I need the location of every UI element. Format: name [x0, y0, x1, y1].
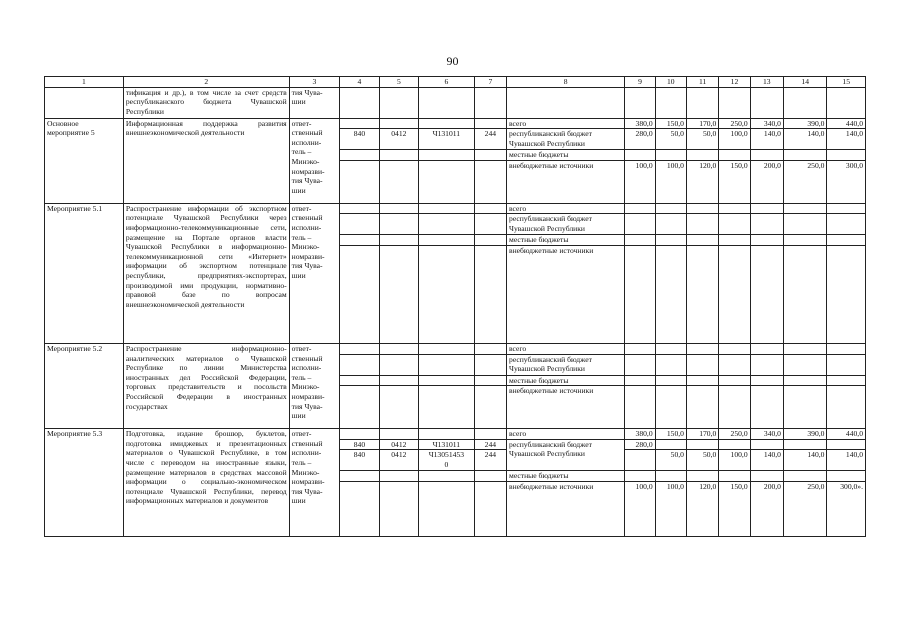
value-cell: 150,0 [719, 481, 750, 536]
continuation-row [45, 87, 866, 118]
value-cell: 100,0 [655, 481, 686, 536]
activity-executor: ответ- ственный исполни- тель – Минэко- номразви- тия Чува- шии [289, 429, 340, 537]
code-section: 0412 [379, 439, 418, 450]
activity-description: Подготовка, издание брошюр, буклетов, подготовка имиджевых и презентационных материалов о Чувашской Республике, в том числе с переводом на иностранные языки, размещение материалов в средствах массовой информации о социально-экономическом потенциале Чувашской Республики, перевод информационных материалов и документов [123, 429, 289, 537]
activity-name: Мероприятие 5.1 [45, 203, 124, 343]
value-cell: 140,0 [783, 450, 826, 471]
budget-table [44, 76, 866, 537]
value-cell: 440,0 [827, 118, 866, 129]
funding-source: внебюджетные источники [507, 386, 625, 429]
header-cell: 14 [783, 77, 826, 88]
continuation-description: тификация и др.), в том числе за счет средств республиканского бюджета Чувашской Республики [123, 87, 289, 118]
code-expense-type: 244 [474, 129, 506, 150]
header-cell: 13 [750, 77, 783, 88]
activity-executor: ответ- ственный исполни- тель – Минэко- номразви- тия Чува- шии [289, 118, 340, 203]
value-cell: 340,0 [750, 118, 783, 129]
value-cell: 150,0 [655, 429, 686, 440]
value-cell: 50,0 [686, 129, 718, 150]
value-cell: 150,0 [719, 160, 750, 203]
value-cell: 170,0 [686, 429, 718, 440]
value-cell: 340,0 [750, 429, 783, 440]
funding-source: местные бюджеты [507, 375, 625, 386]
value-cell: 100,0 [625, 160, 655, 203]
code-section: 0412 [379, 129, 418, 150]
header-cell: 5 [379, 77, 418, 88]
header-cell: 9 [625, 77, 655, 88]
header-cell: 1 [45, 77, 124, 88]
funding-source: всего [507, 429, 625, 440]
activity-description: Информационная поддержка развития внешнеэкономической деятельности [123, 118, 289, 203]
code-expense-type: 244 [474, 439, 506, 450]
value-cell: 170,0 [686, 118, 718, 129]
activity-name: Мероприятие 5.3 [45, 429, 124, 537]
code-grbs: 840 [340, 129, 379, 150]
value-cell: 100,0 [719, 129, 750, 150]
code-target: Ч131011 [419, 439, 475, 450]
value-cell: 100,0 [719, 450, 750, 471]
activity-executor: ответ- ственный исполни- тель – Минэко- номразви- тия Чува- шии [289, 203, 340, 343]
header-cell: 8 [507, 77, 625, 88]
funding-source: республиканский бюджет Чувашской Республики [507, 439, 625, 471]
continuation-executor: тия Чува- шии [289, 87, 340, 118]
value-cell: 280,0 [625, 439, 655, 450]
value-cell: 440,0 [827, 429, 866, 440]
funding-source: всего [507, 343, 625, 354]
code-expense-type: 244 [474, 450, 506, 471]
code-section: 0412 [379, 450, 418, 471]
value-cell: 140,0 [827, 450, 866, 471]
value-cell: 120,0 [686, 160, 718, 203]
header-cell: 12 [719, 77, 750, 88]
value-cell: 250,0 [783, 481, 826, 536]
code-target: Ч131011 [419, 129, 475, 150]
code-grbs: 840 [340, 439, 379, 450]
funding-source: всего [507, 118, 625, 129]
value-cell: 380,0 [625, 429, 655, 440]
value-cell: 150,0 [655, 118, 686, 129]
funding-source: всего [507, 203, 625, 214]
funding-source: местные бюджеты [507, 150, 625, 161]
activity-description: Распространение информации об экспортном потенциале Чувашской Республики через информационно-телекоммуникационные сети, размещение на Портале органов власти Чувашской Республики в информационно-телекоммуникационной сети «Интернет» информации об экспортном потенциале республики, предприятиях-экспортерах, производимой ими продукции, нормативно-правовой базе по вопросам внешнеэкономической деятельности [123, 203, 289, 343]
page-number: 90 [446, 54, 459, 68]
value-cell: 250,0 [719, 118, 750, 129]
value-cell: 140,0 [750, 129, 783, 150]
header-cell: 2 [123, 77, 289, 88]
table-row [45, 343, 866, 354]
header-cell: 11 [686, 77, 718, 88]
header-cell: 15 [827, 77, 866, 88]
value-cell: 280,0 [625, 129, 655, 150]
value-cell: 50,0 [686, 450, 718, 471]
value-cell: 50,0 [655, 450, 686, 471]
activity-executor: ответ- ственный исполни- тель – Минэко- номразви- тия Чува- шии [289, 343, 340, 428]
code-target: Ч13051453 0 [419, 450, 475, 471]
value-cell: 300,0 [827, 160, 866, 203]
value-cell: 100,0 [655, 160, 686, 203]
table-row [45, 203, 866, 214]
activity-name: Основное мероприятие 5 [45, 118, 124, 203]
value-cell: 250,0 [783, 160, 826, 203]
value-cell: 390,0 [783, 429, 826, 440]
table-row [45, 429, 866, 440]
funding-source: республиканский бюджет Чувашской Республики [507, 354, 625, 375]
header-cell: 6 [419, 77, 475, 88]
header-cell: 7 [474, 77, 506, 88]
value-cell: 140,0 [750, 450, 783, 471]
table-row [45, 118, 866, 129]
header-cell: 10 [655, 77, 686, 88]
value-cell: 50,0 [655, 129, 686, 150]
value-cell: 200,0 [750, 160, 783, 203]
funding-source: местные бюджеты [507, 235, 625, 246]
funding-source: республиканский бюджет Чувашской Республики [507, 214, 625, 235]
funding-source: республиканский бюджет Чувашской Республики [507, 129, 625, 150]
activity-name: Мероприятие 5.2 [45, 343, 124, 428]
activity-description: Распространение информационно-аналитических материалов о Чувашской Республике по линии Министерства иностранных дел Российской Федерации, торговых представительств и посольств Российской Федерации в иностранных государствах [123, 343, 289, 428]
value-cell: 380,0 [625, 118, 655, 129]
value-cell: 140,0 [783, 129, 826, 150]
funding-source: внебюджетные источники [507, 245, 625, 343]
value-cell: 140,0 [827, 129, 866, 150]
header-cell: 3 [289, 77, 340, 88]
code-grbs: 840 [340, 450, 379, 471]
header-cell: 4 [340, 77, 379, 88]
funding-source: внебюджетные источники [507, 160, 625, 203]
value-cell: 200,0 [750, 481, 783, 536]
value-cell: 250,0 [719, 429, 750, 440]
funding-source: местные бюджеты [507, 471, 625, 482]
value-cell: 100,0 [625, 481, 655, 536]
value-cell: 300,0». [827, 481, 866, 536]
column-number-row [45, 77, 866, 88]
funding-source: внебюджетные источники [507, 481, 625, 536]
value-cell: 120,0 [686, 481, 718, 536]
value-cell: 390,0 [783, 118, 826, 129]
